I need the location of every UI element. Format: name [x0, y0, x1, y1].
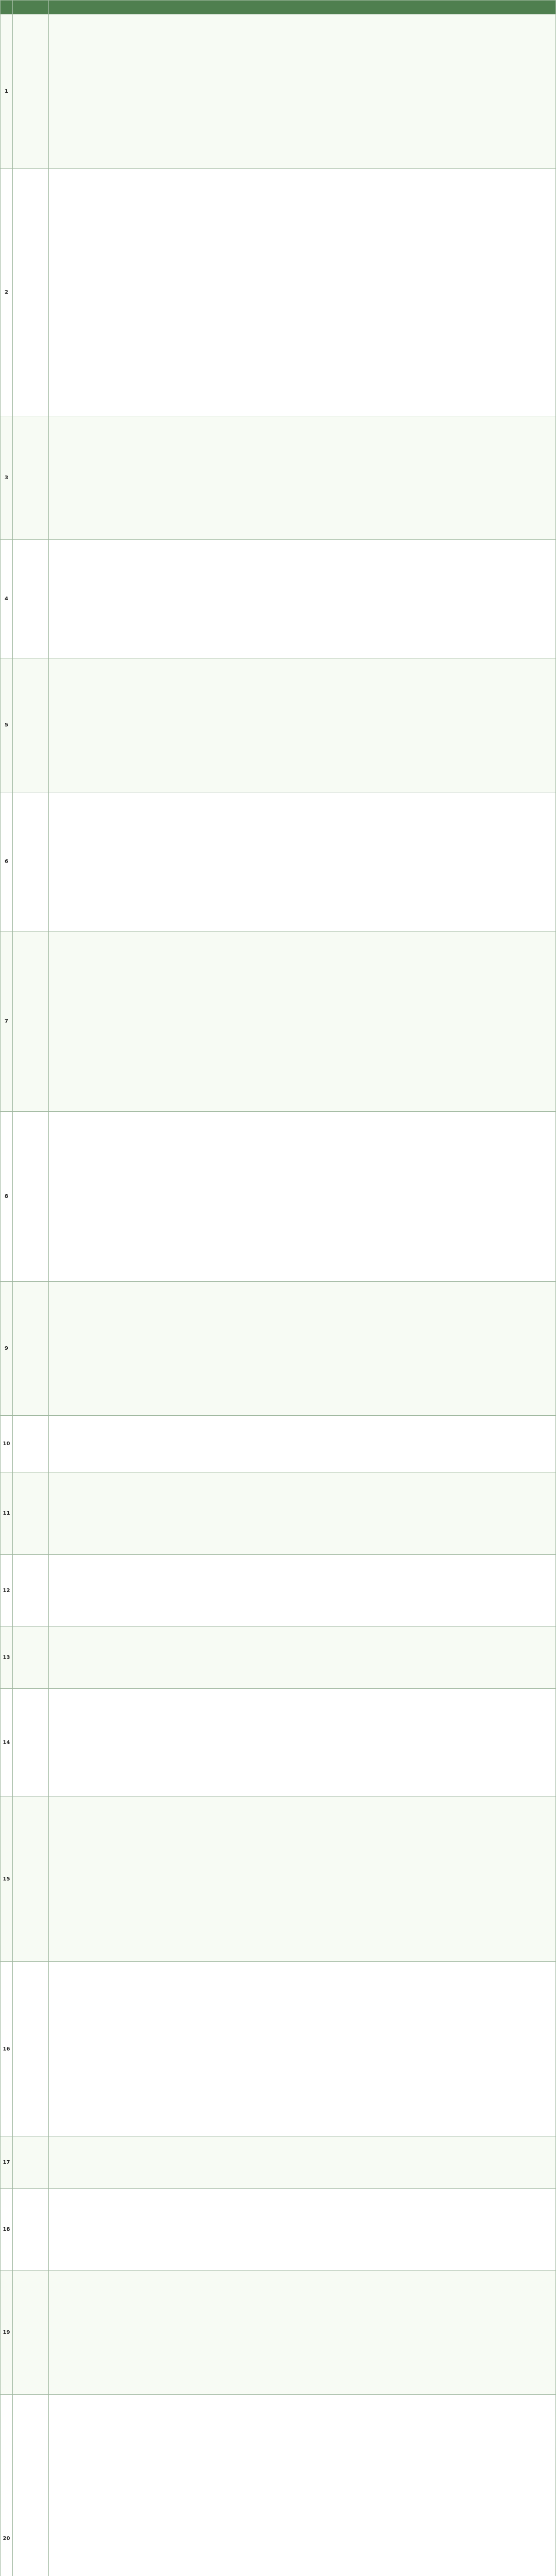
school-name [13, 1962, 49, 2137]
row-number: 9 [1, 1282, 13, 1415]
row-number: 3 [1, 416, 13, 539]
row-number: 2 [1, 169, 13, 416]
service-area [49, 1627, 555, 1688]
service-area [49, 931, 555, 1111]
service-area [49, 169, 555, 416]
service-area [49, 1416, 555, 1472]
header-service-area [49, 1, 555, 14]
row-number: 10 [1, 1416, 13, 1472]
service-area [49, 1112, 555, 1281]
row-number: 20 [1, 2395, 13, 2576]
school-name [13, 1689, 49, 1797]
service-area [49, 2395, 555, 2576]
school-name [13, 1555, 49, 1626]
table-row [1, 1961, 555, 2137]
school-name [13, 540, 49, 658]
school-name [13, 2189, 49, 2270]
service-area [49, 1282, 555, 1415]
row-number: 18 [1, 2189, 13, 2270]
school-name [13, 1627, 49, 1688]
table-row [1, 1111, 555, 1281]
service-area [49, 658, 555, 792]
header-school-name [13, 1, 49, 14]
header-number [1, 1, 13, 14]
row-number: 19 [1, 2271, 13, 2394]
school-name [13, 14, 49, 168]
row-number: 11 [1, 1472, 13, 1554]
service-area [49, 2189, 555, 2270]
table-row [1, 1688, 555, 1797]
table-row [1, 2137, 555, 2188]
table-body [1, 14, 555, 2576]
table-row [1, 1472, 555, 1554]
service-area [49, 792, 555, 931]
school-name [13, 1797, 49, 1961]
table-row [1, 416, 555, 539]
row-number: 7 [1, 931, 13, 1111]
table-row [1, 1554, 555, 1626]
table-row [1, 539, 555, 658]
school-name [13, 169, 49, 416]
service-area [49, 2271, 555, 2394]
school-name [13, 658, 49, 792]
row-number: 1 [1, 14, 13, 168]
row-number: 14 [1, 1689, 13, 1797]
row-number: 16 [1, 1962, 13, 2137]
service-area [49, 2137, 555, 2188]
table-row [1, 658, 555, 792]
row-number: 13 [1, 1627, 13, 1688]
school-name [13, 931, 49, 1111]
school-name [13, 2395, 49, 2576]
service-area [49, 14, 555, 168]
table-row [1, 1415, 555, 1472]
table-row [1, 2270, 555, 2394]
school-name [13, 2271, 49, 2394]
table-row [1, 168, 555, 416]
service-area [49, 1797, 555, 1961]
table-row [1, 14, 555, 168]
school-name [13, 416, 49, 539]
row-number: 4 [1, 540, 13, 658]
service-area [49, 416, 555, 539]
school-name [13, 1282, 49, 1415]
school-name [13, 1416, 49, 1472]
row-number: 15 [1, 1797, 13, 1961]
school-name [13, 1472, 49, 1554]
table-row [1, 2188, 555, 2270]
service-area [49, 1472, 555, 1554]
service-area [49, 1555, 555, 1626]
service-area [49, 1962, 555, 2137]
row-number: 5 [1, 658, 13, 792]
school-name [13, 1112, 49, 1281]
row-number: 8 [1, 1112, 13, 1281]
row-number: 12 [1, 1555, 13, 1626]
service-area [49, 540, 555, 658]
service-area [49, 1689, 555, 1797]
row-number: 6 [1, 792, 13, 931]
table-row [1, 2394, 555, 2576]
table-row [1, 1797, 555, 1961]
row-number: 17 [1, 2137, 13, 2188]
school-name [13, 792, 49, 931]
table-row [1, 1626, 555, 1688]
table-header [1, 1, 555, 14]
table-row [1, 792, 555, 931]
school-name [13, 2137, 49, 2188]
table-row [1, 1281, 555, 1415]
table-row [1, 931, 555, 1111]
